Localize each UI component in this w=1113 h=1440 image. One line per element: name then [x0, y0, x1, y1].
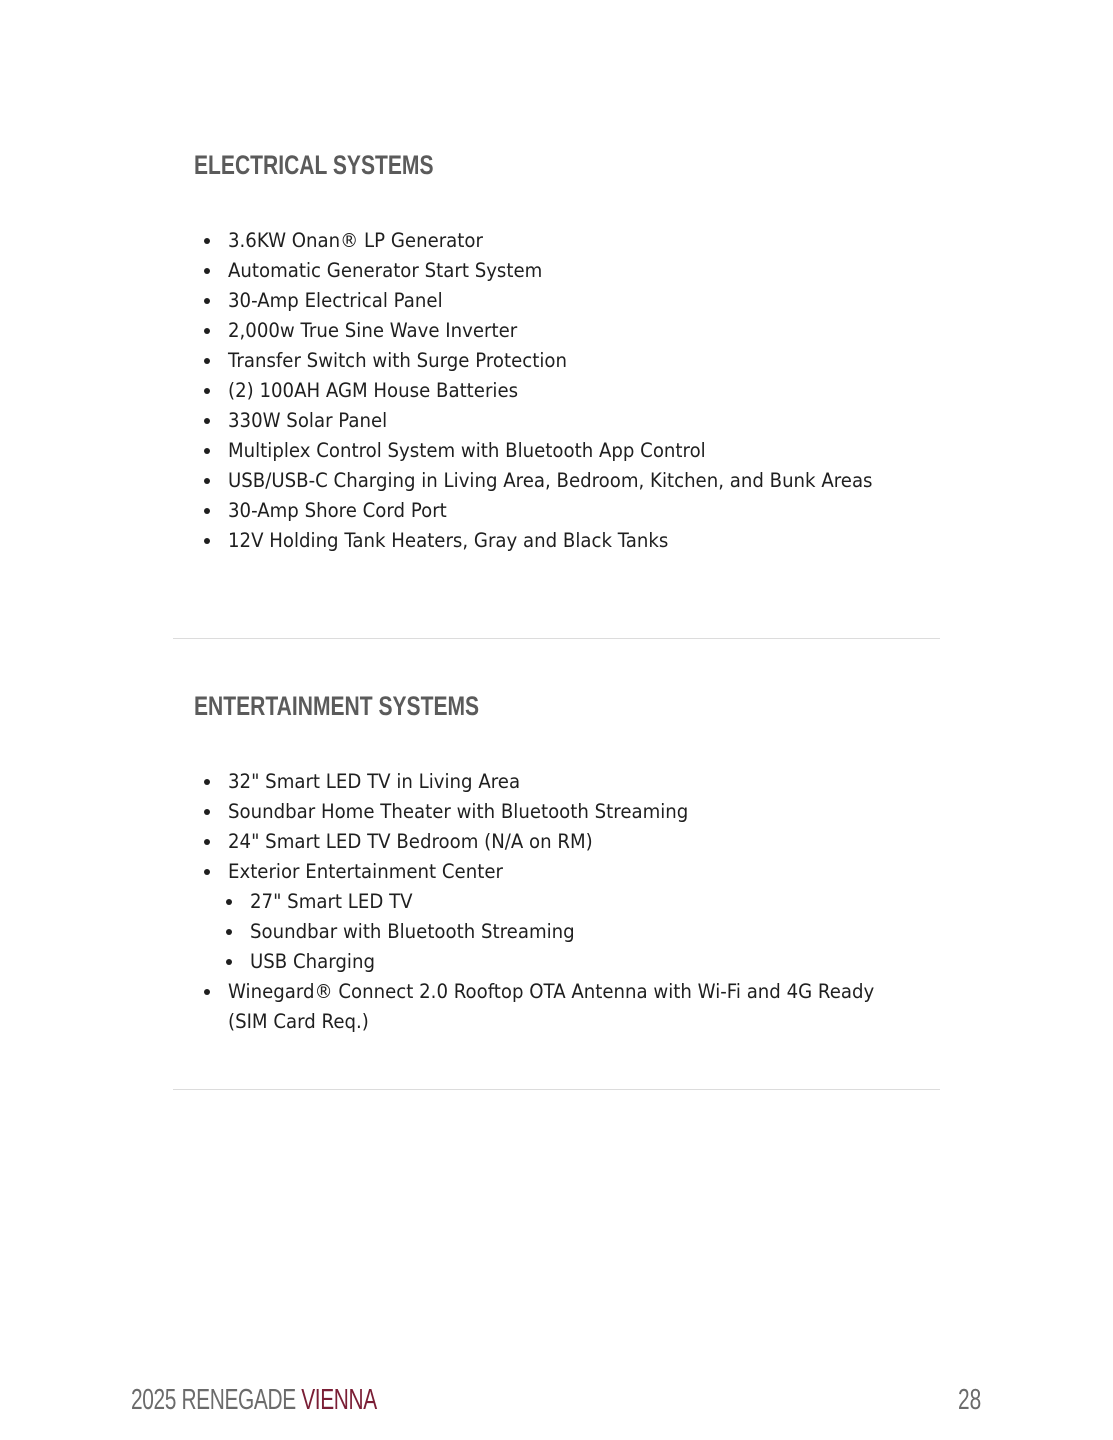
list-item: 24" Smart LED TV Bedroom (N/A on RM) [200, 827, 900, 857]
list-item: Automatic Generator Start System [200, 256, 900, 286]
footer-brand-prefix: 2025 RENEGADE [131, 1384, 296, 1416]
list-item: Transfer Switch with Surge Protection [200, 346, 900, 376]
list-item: 2,000w True Sine Wave Inverter [200, 316, 900, 346]
page-number: 28 [958, 1384, 982, 1416]
list-item: Multiplex Control System with Bluetooth App Control [200, 436, 900, 466]
section-divider [173, 638, 940, 639]
section-heading-entertainment: ENTERTAINMENT SYSTEMS [194, 691, 480, 721]
list-item: Winegard® Connect 2.0 Rooftop OTA Antenna with Wi-Fi and 4G Ready (SIM Card Req.) [200, 977, 900, 1037]
sub-list-item: USB Charging [200, 947, 900, 977]
bullet-icon [204, 779, 210, 785]
bullet-icon [204, 268, 210, 274]
list-item: 3.6KW Onan® LP Generator [200, 226, 900, 256]
entertainment-systems-list [200, 767, 900, 1037]
bullet-icon [204, 388, 210, 394]
list-item: 12V Holding Tank Heaters, Gray and Black Tanks [200, 526, 900, 556]
list-item: 30-Amp Shore Cord Port [200, 496, 900, 526]
bullet-icon [204, 538, 210, 544]
list-item: (2) 100AH AGM House Batteries [200, 376, 900, 406]
bullet-icon [204, 989, 210, 995]
list-item: 30-Amp Electrical Panel [200, 286, 900, 316]
list-item: Exterior Entertainment Center [200, 857, 900, 887]
footer-brand [131, 1384, 377, 1417]
section-divider [173, 1089, 940, 1090]
section-heading-electrical: ELECTRICAL SYSTEMS [194, 150, 434, 180]
bullet-icon [226, 959, 232, 965]
bullet-icon [204, 508, 210, 514]
footer-brand-model: VIENNA [301, 1384, 377, 1416]
list-item: USB/USB-C Charging in Living Area, Bedroom, Kitchen, and Bunk Areas [200, 466, 900, 496]
bullet-icon [204, 478, 210, 484]
bullet-icon [204, 418, 210, 424]
bullet-icon [226, 929, 232, 935]
bullet-icon [204, 358, 210, 364]
bullet-icon [204, 298, 210, 304]
list-item: 32" Smart LED TV in Living Area [200, 767, 900, 797]
bullet-icon [204, 809, 210, 815]
list-item: 330W Solar Panel [200, 406, 900, 436]
sub-list-item: Soundbar with Bluetooth Streaming [200, 917, 900, 947]
bullet-icon [204, 869, 210, 875]
bullet-icon [226, 899, 232, 905]
sub-list-item: 27" Smart LED TV [200, 887, 900, 917]
list-item: Soundbar Home Theater with Bluetooth Streaming [200, 797, 900, 827]
bullet-icon [204, 839, 210, 845]
electrical-systems-list [200, 226, 900, 556]
bullet-icon [204, 448, 210, 454]
bullet-icon [204, 328, 210, 334]
bullet-icon [204, 238, 210, 244]
